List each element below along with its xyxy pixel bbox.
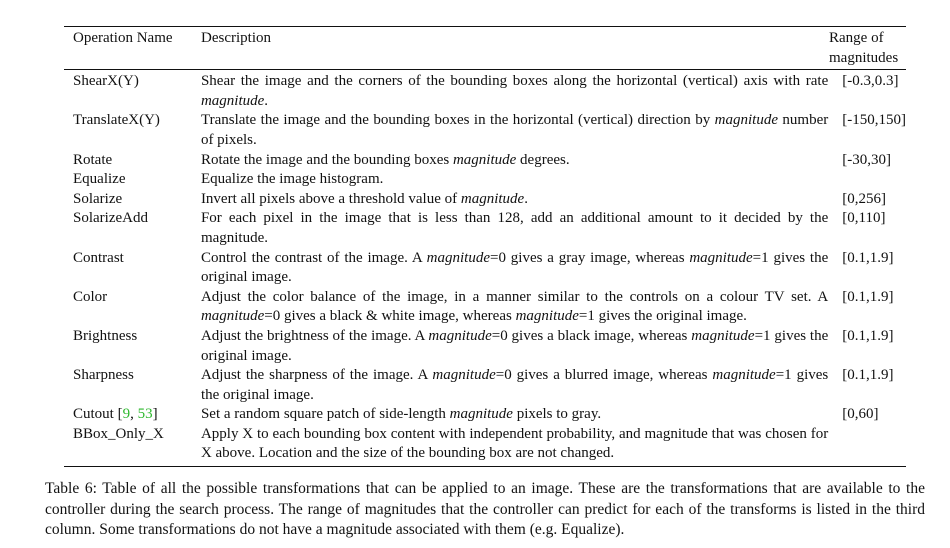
header-range [829,27,906,69]
citation-link[interactable]: 9 [122,406,131,423]
table-row [64,209,906,248]
description-cell [201,190,842,210]
table-row [64,327,906,366]
operation-name-cell [64,327,201,366]
magnitude-term: magnitude [449,406,513,423]
range-cell: [0,60] [842,406,879,423]
description-text: Translate the image and the bounding boxes in the horizontal (vertical) direction by [200,112,715,129]
description-text: number of pixels. [200,112,829,148]
operation-name-cell [64,190,201,210]
description-text: Adjust the brightness of the image. A [200,327,429,344]
magnitude-term: magnitude [691,327,755,344]
table-row [64,366,906,405]
description-text: Adjust the sharpness of the image. A [200,367,433,384]
magnitude-term: magnitude [200,92,265,109]
table-bottom-rule [64,466,906,467]
table-row [64,405,906,425]
description-text: =0 gives a black & white image, whereas [264,308,516,325]
description-cell [201,327,842,366]
table-row [64,151,906,171]
description-cell [201,209,842,248]
transformations-table [64,26,906,467]
range-cell: [0,256] [842,190,886,207]
description-text: Rotate the image and the bounding boxes [200,151,453,168]
operation-name-cell [64,366,201,405]
range-cell: [-30,30] [842,151,891,168]
description-text: =0 gives a blurred image, whereas [495,367,713,384]
magnitude-term: magnitude [460,190,525,207]
operation-name: Cutout [73,406,114,423]
range-cell: [0.1,1.9] [842,327,894,344]
table-row [64,170,906,190]
description-text: . [264,92,269,109]
description-text: =1 gives the original image. [200,327,829,364]
magnitude-term: magnitude [428,327,492,344]
description-cell [201,170,842,190]
description-cell [201,366,842,405]
description-text: For each pixel in the image that is less than 128, add an additional amount to it decided by the magnitude. [200,210,829,246]
description-cell [201,288,842,327]
description-cell [201,425,842,466]
description-text: =1 gives the original image. [578,308,747,325]
magnitude-term: magnitude [689,249,753,266]
operation-name: Brightness [73,327,138,344]
magnitude-term: magnitude [515,308,579,325]
description-text: =0 gives a gray image, whereas [490,249,690,266]
operation-name: TranslateX(Y) [73,112,160,129]
operation-name-cell [64,288,201,327]
description-text: =1 gives the original image. [200,249,829,286]
description-text: Invert all pixels above a threshold value of [200,190,461,207]
operation-name: Rotate [73,151,113,168]
range-cell: [0.1,1.9] [842,288,894,305]
table-body [64,70,906,466]
magnitude-term: magnitude [714,112,778,129]
operation-name: Contrast [73,249,124,266]
table-row [64,425,906,466]
header-operation-name: Operation Name [73,30,173,46]
description-text: Adjust the color balance of the image, in a manner similar to the controls on a colour TV set. A [200,288,829,305]
magnitude-term: magnitude [452,151,517,168]
description-text: . [524,190,528,207]
range-cell [842,170,906,190]
description-cell [201,405,842,425]
magnitude-term: magnitude [432,367,496,384]
operation-name: Equalize [73,171,126,188]
description-text: pixels to gray. [512,406,602,423]
magnitude-term: magnitude [200,308,265,325]
operation-name-cell [64,425,201,466]
description-text: =0 gives a black image, whereas [491,327,692,344]
operation-name-cell [64,111,201,150]
description-text: =1 gives the original image. [200,367,829,403]
operation-name-cell: Cutout [9, 53] [73,406,158,423]
table-caption: Table 6: Table of all the possible transformations that can be applied to an image. These are the transformations that are available to the controller during the search process. The range of magnitudes that the controller can predict for each of the transforms is listed in the third column. Some transformations do not have a magnitude associated with them (e.g. Equalize). [45,480,925,538]
description-text: degrees. [516,151,570,168]
operation-name-cell [64,151,201,171]
operation-name: Solarize [73,190,123,207]
description-text: Apply X to each bounding box content with independent probability, and magnitude that was chosen for X above. Location and the size of the bounding box are not changed. [200,425,829,462]
description-text: Shear the image and the corners of the bounding boxes along the horizontal (vertical) axis with rate [200,73,829,90]
header-range-line1: Range of [829,30,884,46]
table-row [64,288,906,327]
description-cell [201,249,842,288]
description-text: Control the contrast of the image. A [200,249,427,266]
description-cell [201,111,842,150]
magnitude-term: magnitude [712,367,776,384]
description-cell [201,151,842,171]
range-cell: [0.1,1.9] [842,249,894,266]
magnitude-term: magnitude [426,249,490,266]
table-row [64,70,906,111]
range-cell: [-0.3,0.3] [842,73,899,90]
operation-name-cell [64,70,201,111]
description-text: Set a random square patch of side-length [200,406,450,423]
table-row [64,249,906,288]
operation-name-cell [64,209,201,248]
description-cell [201,70,842,111]
range-cell: [0,110] [842,210,886,227]
operation-name: SolarizeAdd [73,210,148,227]
table-row [64,111,906,150]
table-row [64,190,906,210]
operation-name: ShearX(Y) [73,73,139,90]
range-cell: [0.1,1.9] [842,367,894,384]
citation-link[interactable]: 53 [137,406,153,423]
operation-name-cell [64,170,201,190]
operation-name: BBox_Only_X [73,425,164,442]
operation-name: Sharpness [73,367,134,384]
operation-name-cell [64,249,201,288]
description-text: Equalize the image histogram. [200,171,384,188]
header-description: Description [201,30,271,46]
header-range-line2: magnitudes [829,49,899,66]
range-cell: [-150,150] [842,112,906,129]
table-header-row [64,27,906,69]
operation-name: Color [73,288,108,305]
range-cell [842,425,906,466]
